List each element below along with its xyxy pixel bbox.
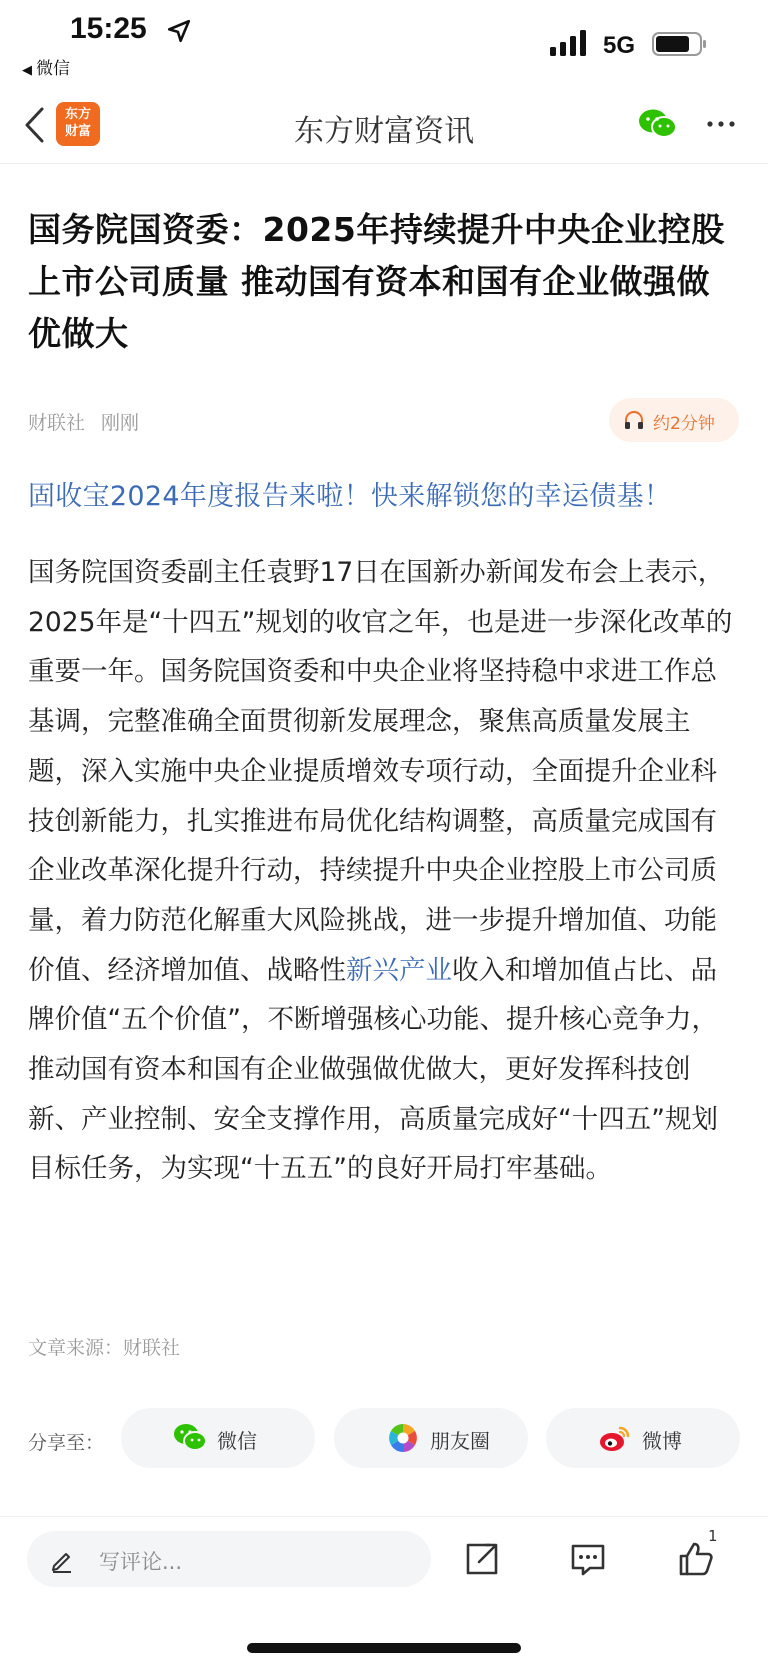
listen-button[interactable] [609,398,739,442]
location-arrow-icon [166,18,192,44]
share-moments-button[interactable] [334,1408,528,1468]
like-count: 1 [708,1527,718,1545]
comment-input[interactable] [27,1531,431,1587]
body-text-part1: 国务院国资委副主任袁野17日在国新办新闻发布会上表示，2025年是“十四五”规划的收官之年，也是进一步深化改革的重要一年。国务院国资委和中央企业将坚持稳中求进工作总基调，完整准确全面贯彻新发展理念，聚焦高质量发展主题，深入实施中央企业提质增效专项行动，全面提升企业科技创新能力，扎实推进布局优化结构调整，高质量完成国有企业改革深化提升行动，持续提升中央企业控股上市公司质量，着力防范化解重大风险挑战，进一步提升增加值、功能价值、经济增加值、战略性 [28,557,733,986]
body-text-part2: 收入和增加值占比、品牌价值“五个价值”，不断增强核心功能、提升核心竞争力，推动国有资本和国有企业做强做优做大，更好发挥科技创新、产业控制、安全支撑作用，高质量完成好“十四五”规划目标任务，为实现“十五五”的良好开局打牢基础。 [28,954,718,1185]
comment-icon[interactable] [568,1539,608,1579]
headphones-icon [623,409,645,431]
share-weibo-button[interactable] [546,1408,740,1468]
signal-icon [550,30,590,56]
publish-time: 刚刚 [101,412,140,434]
page-title: 东方财富资讯 [294,114,474,149]
battery-icon [652,32,708,56]
like-icon[interactable] [676,1539,716,1579]
comment-placeholder: 写评论... [99,1550,183,1574]
article-body [28,548,742,1194]
share-out-icon[interactable] [462,1539,502,1579]
back-app-label: 微信 [36,59,70,79]
moments-icon [386,1422,420,1454]
status-bar [0,0,768,84]
share-label: 分享至： [28,1432,105,1454]
keyword-link[interactable]: 新兴产业 [346,954,452,986]
weibo-icon [598,1422,632,1454]
share-weibo-label: 微博 [642,1429,682,1453]
wechat-icon [173,1422,207,1454]
home-indicator [247,1643,521,1653]
article-source: 文章来源：财联社 [28,1337,181,1359]
promo-link[interactable]: 固收宝2024年度报告来啦！快来解锁您的幸运债基！ [28,481,672,512]
source-name: 财联社 [28,412,86,434]
share-wechat-label: 微信 [217,1429,257,1453]
bottom-bar [0,1516,768,1662]
listen-duration: 约2分钟 [653,414,715,434]
back-triangle-icon: ◀ [22,63,32,78]
logo-line2: 财富 [64,124,91,139]
back-to-app[interactable] [22,54,70,79]
share-moments-label: 朋友圈 [430,1429,490,1453]
pencil-icon [49,1547,75,1573]
share-wechat-button[interactable] [121,1408,315,1468]
logo-line1: 东方 [64,107,91,122]
wechat-icon[interactable] [638,108,678,140]
article-title: 国务院国资委：2025年持续提升中央企业控股上市公司质量 推动国有资本和国有企业做强做优做大 [28,210,725,353]
status-time: 15:25 [70,12,147,45]
network-type: 5G [603,32,636,59]
nav-bar [0,88,768,164]
more-icon[interactable] [704,112,738,136]
article-meta [28,408,139,435]
